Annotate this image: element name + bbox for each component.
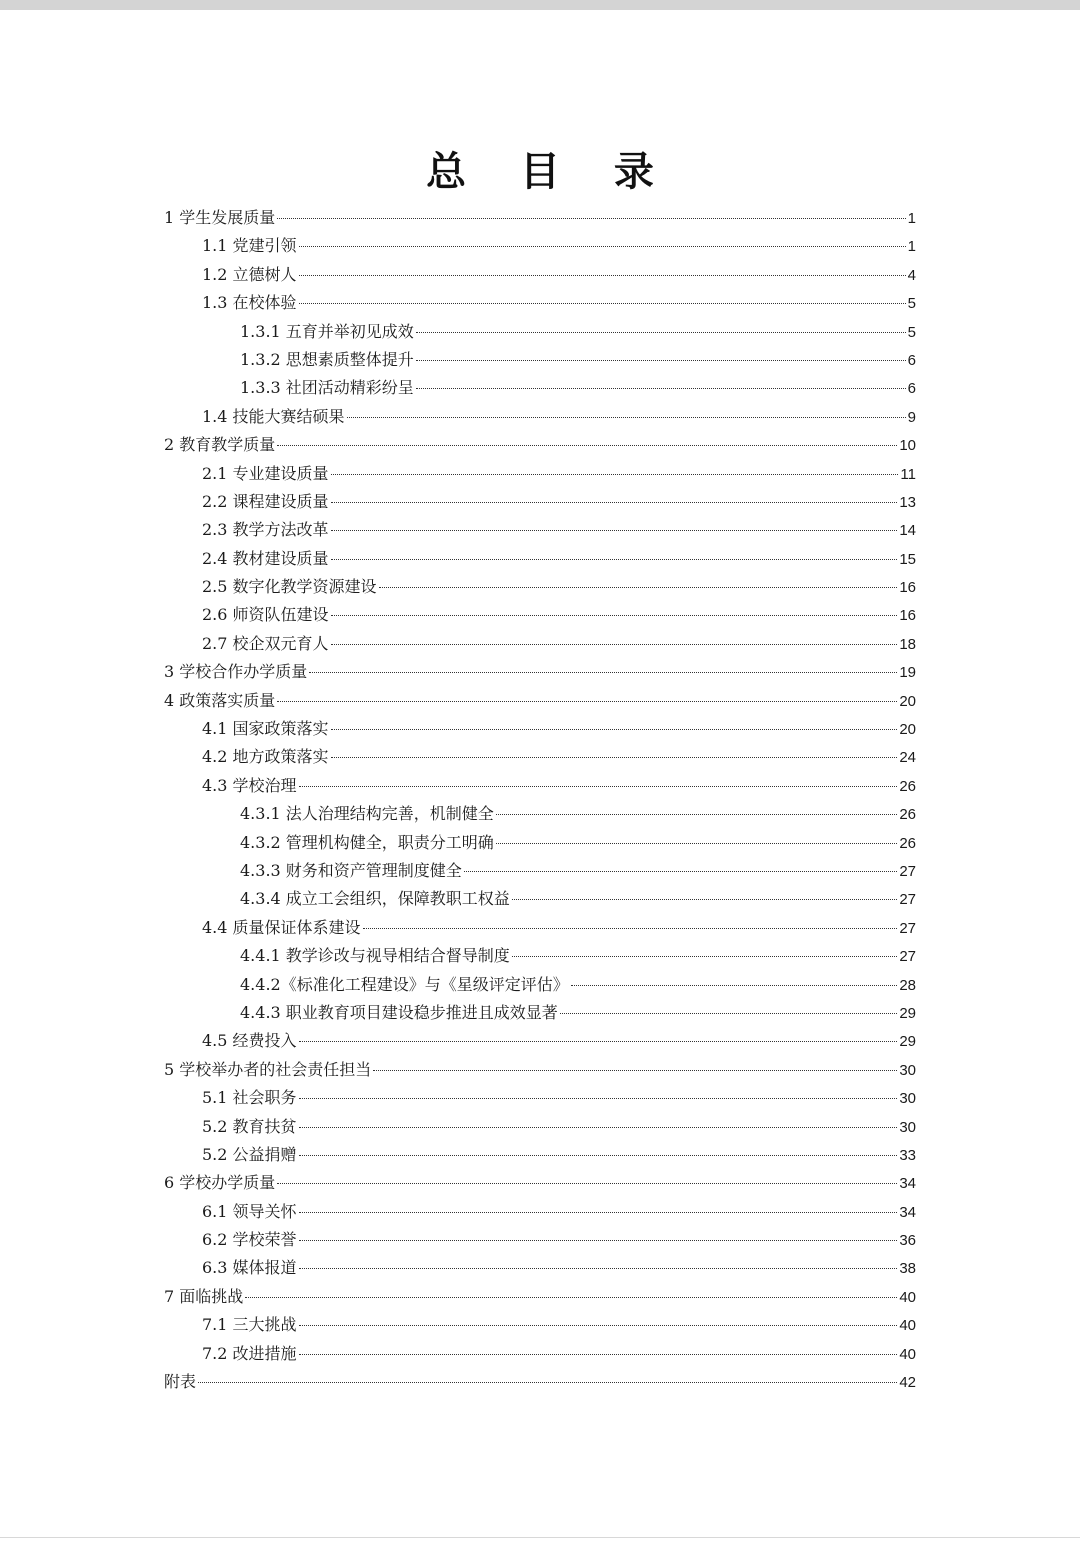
toc-entry[interactable]	[164, 1226, 916, 1254]
toc-entry[interactable]	[164, 743, 916, 771]
toc-entry-label: 1.3.2 思想素质整体提升	[240, 349, 414, 369]
toc-entry-page-number: 1	[907, 210, 916, 227]
toc-entry[interactable]	[164, 829, 916, 857]
toc-entry[interactable]	[164, 885, 916, 913]
toc-dot-leader	[299, 1041, 898, 1042]
toc-entry-label: 1.3 在校体验	[202, 293, 297, 313]
toc-dot-leader	[277, 218, 905, 219]
toc-entry-label: 2.2 课程建设质量	[202, 491, 329, 511]
toc-dot-leader	[299, 1240, 898, 1241]
toc-entry-label: 1.2 立德树人	[202, 264, 297, 284]
toc-dot-leader	[299, 246, 906, 247]
toc-dot-leader	[299, 1354, 898, 1355]
toc-entry-page-number: 6	[907, 351, 916, 369]
toc-entry[interactable]	[164, 687, 916, 715]
toc-entry-label: 4.5 经费投入	[202, 1031, 297, 1051]
toc-entry-page-number: 4	[907, 266, 916, 284]
toc-dot-leader	[512, 956, 898, 957]
toc-entry[interactable]	[164, 261, 916, 289]
toc-entry-page-number: 40	[899, 1288, 916, 1306]
toc-entry-page-number: 30	[899, 1118, 916, 1136]
toc-entry-label: 4.4.3 职业教育项目建设稳步推进且成效显著	[240, 1002, 558, 1022]
toc-dot-leader	[331, 757, 898, 758]
toc-entry-page-number: 40	[899, 1317, 916, 1335]
toc-entry[interactable]	[164, 318, 916, 346]
toc-entry[interactable]	[164, 1027, 916, 1055]
toc-dot-leader	[331, 615, 898, 616]
toc-entry-label: 4 政策落实质量	[164, 690, 276, 710]
toc-entry-label: 1.4 技能大赛结硕果	[202, 406, 345, 426]
toc-entry-page-number: 27	[899, 919, 916, 937]
toc-entry[interactable]	[164, 573, 916, 601]
toc-dot-leader	[331, 502, 898, 503]
toc-dot-leader	[464, 871, 898, 872]
toc-entry-page-number: 29	[899, 1033, 916, 1051]
toc-entry[interactable]	[164, 1056, 916, 1084]
toc-entry-label: 4.4 质量保证体系建设	[202, 917, 361, 937]
toc-dot-leader	[277, 701, 897, 702]
toc-entry[interactable]	[164, 942, 916, 970]
toc-entry-label: 1.1 党建引领	[202, 236, 297, 256]
toc-entry[interactable]	[164, 630, 916, 658]
toc-entry-page-number: 28	[899, 976, 916, 994]
toc-list	[164, 204, 916, 1396]
toc-entry-page-number: 19	[899, 664, 916, 682]
toc-entry-page-number: 27	[899, 948, 916, 966]
toc-entry-page-number: 20	[899, 692, 916, 710]
toc-entry-page-number: 40	[899, 1345, 916, 1363]
toc-entry-label: 2.6 师资队伍建设	[202, 605, 329, 625]
toc-dot-leader	[416, 332, 906, 333]
toc-entry[interactable]	[164, 1113, 916, 1141]
toc-entry[interactable]	[164, 1198, 916, 1226]
toc-entry-label: 2.3 教学方法改革	[202, 520, 329, 540]
toc-entry-label: 1.3.3 社团活动精彩纷呈	[240, 378, 414, 398]
toc-entry[interactable]	[164, 204, 916, 232]
toc-dot-leader	[299, 1325, 898, 1326]
toc-entry-label: 6 学校办学质量	[164, 1173, 276, 1193]
toc-dot-leader	[331, 559, 898, 560]
toc-entry[interactable]	[164, 1084, 916, 1112]
toc-entry-label: 4.2 地方政策落实	[202, 747, 329, 767]
toc-dot-leader	[299, 786, 898, 787]
toc-dot-leader	[299, 1155, 898, 1156]
toc-entry-label: 5 学校举办者的社会责任担当	[164, 1059, 372, 1079]
toc-entry[interactable]	[164, 545, 916, 573]
toc-entry[interactable]	[164, 488, 916, 516]
toc-entry[interactable]	[164, 1283, 916, 1311]
toc-entry[interactable]	[164, 289, 916, 317]
toc-entry[interactable]	[164, 1311, 916, 1339]
toc-dot-leader	[277, 445, 897, 446]
toc-entry-page-number: 1	[907, 238, 916, 256]
toc-entry-page-number: 5	[907, 323, 916, 341]
toc-entry-label: 4.1 国家政策落实	[202, 719, 329, 739]
toc-dot-leader	[299, 1212, 898, 1213]
toc-entry-label: 4.3.2 管理机构健全，职责分工明确	[240, 832, 494, 852]
toc-entry-label: 5.2 公益捐赠	[202, 1144, 297, 1164]
toc-entry-page-number: 15	[899, 550, 916, 568]
toc-dot-leader	[416, 388, 906, 389]
toc-entry-label: 6.2 学校荣誉	[202, 1230, 297, 1250]
toc-dot-leader	[299, 1098, 898, 1099]
toc-entry[interactable]	[164, 772, 916, 800]
toc-entry[interactable]	[164, 601, 916, 629]
toc-dot-leader	[496, 843, 898, 844]
toc-entry-label: 6.1 领导关怀	[202, 1201, 297, 1221]
toc-dot-leader	[245, 1297, 897, 1298]
toc-dot-leader	[331, 729, 898, 730]
toc-dot-leader	[331, 644, 898, 645]
toc-entry[interactable]	[164, 658, 916, 686]
toc-title: 总 目 录	[426, 148, 674, 195]
toc-dot-leader	[363, 928, 898, 929]
toc-dot-leader	[496, 814, 898, 815]
toc-entry-label: 6.3 媒体报道	[202, 1258, 297, 1278]
toc-entry[interactable]	[164, 516, 916, 544]
toc-entry-label: 2.4 教材建设质量	[202, 548, 329, 568]
toc-entry[interactable]	[164, 346, 916, 374]
toc-entry[interactable]	[164, 715, 916, 743]
toc-entry-page-number: 27	[899, 862, 916, 880]
toc-dot-leader	[331, 530, 898, 531]
toc-entry-label: 7.1 三大挑战	[202, 1315, 297, 1335]
toc-entry[interactable]	[164, 460, 916, 488]
toc-entry-label: 2.5 数字化教学资源建设	[202, 577, 377, 597]
toc-entry-label: 2.7 校企双元育人	[202, 633, 329, 653]
toc-entry[interactable]	[164, 800, 916, 828]
toc-entry[interactable]	[164, 232, 916, 260]
toc-dot-leader	[198, 1382, 897, 1383]
toc-dot-leader	[309, 672, 897, 673]
toc-entry-page-number: 34	[899, 1175, 916, 1193]
toc-entry[interactable]	[164, 1340, 916, 1368]
toc-entry[interactable]	[164, 1141, 916, 1169]
toc-entry-label: 7 面临挑战	[164, 1286, 244, 1306]
toc-entry-page-number: 33	[899, 1146, 916, 1164]
toc-entry-label: 4.3.1 法人治理结构完善，机制健全	[240, 804, 494, 824]
toc-entry[interactable]	[164, 1254, 916, 1282]
toc-entry-label: 4.3 学校治理	[202, 775, 297, 795]
toc-dot-leader	[299, 1127, 898, 1128]
toc-entry-label: 4.3.3 财务和资产管理制度健全	[240, 860, 462, 880]
toc-entry-label: 3 学校合作办学质量	[164, 662, 308, 682]
toc-entry-label: 2.1 专业建设质量	[202, 463, 329, 483]
toc-entry-page-number: 30	[899, 1061, 916, 1079]
toc-entry-page-number: 26	[899, 834, 916, 852]
toc-entry-page-number: 26	[899, 806, 916, 824]
toc-dot-leader	[571, 985, 898, 986]
toc-entry-page-number: 16	[899, 579, 916, 597]
toc-entry-page-number: 20	[899, 721, 916, 739]
toc-dot-leader	[416, 360, 906, 361]
toc-entry-page-number: 10	[899, 437, 916, 455]
toc-entry-label: 7.2 改进措施	[202, 1343, 297, 1363]
toc-entry-page-number: 18	[899, 635, 916, 653]
toc-dot-leader	[379, 587, 898, 588]
toc-entry-label: 4.4.2《标准化工程建设》与《星级评定评估》	[240, 974, 569, 994]
toc-entry-page-number: 34	[899, 1203, 916, 1221]
toc-entry[interactable]	[164, 971, 916, 999]
toc-entry-page-number: 29	[899, 1004, 916, 1022]
toc-entry-label: 4.4.1 教学诊改与视导相结合督导制度	[240, 946, 510, 966]
toc-entry-label: 附表	[164, 1372, 197, 1392]
toc-entry[interactable]	[164, 999, 916, 1027]
toc-entry-page-number: 27	[899, 891, 916, 909]
toc-entry-page-number: 42	[899, 1374, 916, 1392]
toc-dot-leader	[347, 417, 906, 418]
toc-entry-label: 5.2 教育扶贫	[202, 1116, 297, 1136]
toc-dot-leader	[512, 899, 898, 900]
toc-entry[interactable]	[164, 1169, 916, 1197]
toc-entry-page-number: 6	[907, 380, 916, 398]
toc-entry-label: 2 教育教学质量	[164, 435, 276, 455]
toc-entry-label: 1 学生发展质量	[164, 208, 276, 227]
toc-dot-leader	[331, 474, 899, 475]
toc-entry-label: 1.3.1 五育并举初见成效	[240, 321, 414, 341]
toc-entry-page-number: 24	[899, 749, 916, 767]
toc-entry[interactable]	[164, 857, 916, 885]
toc-entry-page-number: 36	[899, 1232, 916, 1250]
toc-dot-leader	[277, 1183, 897, 1184]
toc-dot-leader	[560, 1013, 898, 1014]
toc-entry[interactable]	[164, 374, 916, 402]
toc-entry[interactable]	[164, 403, 916, 431]
toc-entry[interactable]	[164, 1368, 916, 1396]
toc-entry-page-number: 26	[899, 777, 916, 795]
toc-dot-leader	[299, 275, 906, 276]
toc-entry-page-number: 30	[899, 1090, 916, 1108]
toc-dot-leader	[373, 1070, 897, 1071]
toc-entry[interactable]	[164, 914, 916, 942]
toc-entry-label: 5.1 社会职务	[202, 1088, 297, 1108]
toc-entry-label: 4.3.4 成立工会组织，保障教职工权益	[240, 889, 510, 909]
toc-entry[interactable]	[164, 431, 916, 459]
toc-entry-page-number: 16	[899, 607, 916, 625]
toc-entry-page-number: 11	[900, 465, 916, 483]
toc-entry-page-number: 14	[899, 522, 916, 540]
toc-entry-page-number: 9	[907, 408, 916, 426]
toc-entry-page-number: 13	[899, 493, 916, 511]
toc-dot-leader	[299, 303, 906, 304]
toc-entry-page-number: 5	[907, 295, 916, 313]
page-bottom-divider	[0, 1537, 1080, 1538]
toc-entry-page-number: 38	[899, 1260, 916, 1278]
toc-dot-leader	[299, 1268, 898, 1269]
